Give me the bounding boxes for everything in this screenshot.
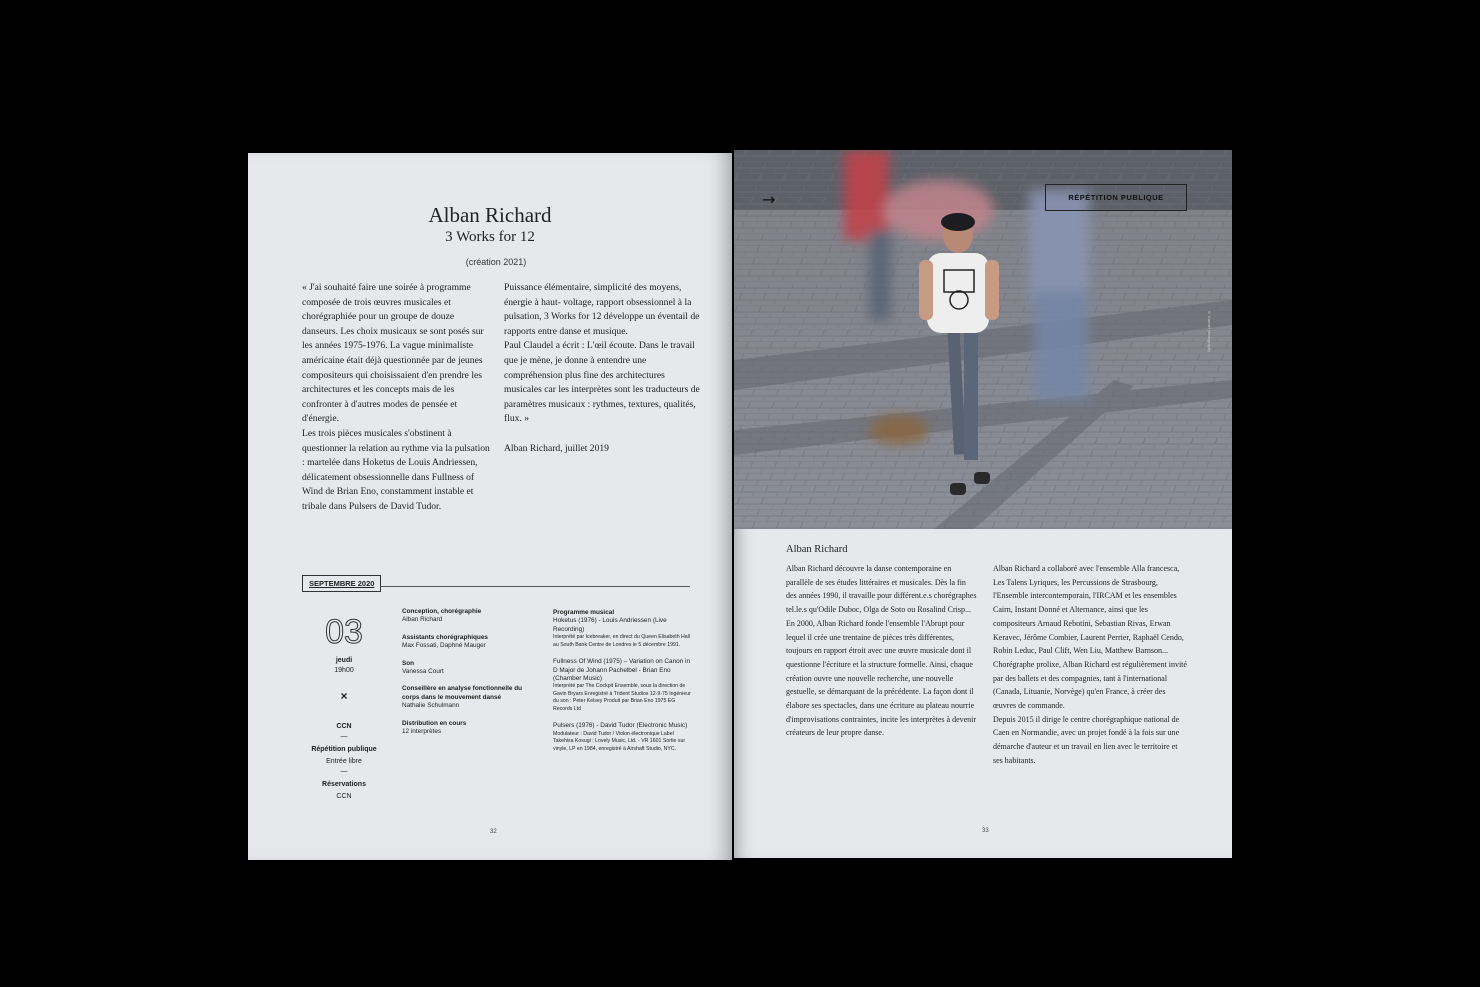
paragraph: Alban Richard a collaboré avec l'ensemble Alla francesca, Les Talens Lyriques, les Percussions de Strasbourg, l'Ensemble intercontemporain, l'IRCAM et les ensembles Cairn, Instant Donné et Alternance, ainsi que les compositeurs Arnaud Rebotini, Sebastian Rivas, Erwan Keravec, Jérôme Combier, Laurent Perrier, Raphaël Cendo, Robin Leduc, Paul Clift, Wen Liu, Matthew Barnson... — [993, 564, 1184, 656]
program-detail: Interprété par Icebreaker, en direct du Queen Elisabeth Hall au South Bank Centre de Londres le 5 décembre 1991. — [553, 634, 690, 648]
program-title: Hoketus (1976) - Louis Andriessen (Live Recording) — [553, 617, 667, 633]
portrait-photo — [734, 150, 1232, 529]
separator: — — [340, 733, 348, 740]
divider — [380, 586, 690, 587]
paragraph: En 2000, Alban Richard fonde l'ensemble l'Abrupt pour lequel il crée une trentaine de pièces très différentes, toujours en rapport étroit avec une œuvre musicale dont il questionne l'écriture et la structure formelle. Ainsi, chaque création ouvre une nouvelle recherche, une nouvelle gestuelle, se démarquant de la précédente. La façon dont il élabore ses spectacles, dans une écriture au plateau nourrie d'improvisations contraintes, incite les interprètes à devenir créateurs de leur propre danse. — [786, 618, 977, 738]
signature: Alban Richard, juillet 2019 — [504, 442, 609, 454]
credit-value: Alban Richard — [402, 616, 443, 624]
music-program — [553, 609, 695, 762]
bio-title: Alban Richard — [786, 544, 848, 555]
credit-item — [402, 685, 534, 710]
rehearsal-badge: RÉPÉTITION PUBLIQUE — [1045, 184, 1187, 211]
credit-item — [402, 608, 534, 625]
page-number: 33 — [982, 828, 989, 834]
day-number: 03 — [325, 613, 363, 651]
intro-column-1 — [302, 281, 492, 515]
day-name: jeudi — [335, 657, 353, 664]
month-label: SEPTEMBRE 2020 — [302, 575, 381, 592]
credit-value: Nathalie Schulmann — [402, 702, 460, 710]
reservation-label: Réservations — [322, 781, 366, 788]
page-subtitle: 3 Works for 12 — [445, 229, 535, 245]
program-detail: Interprété par The Cockpit Ensemble, sous la direction de Gavin Bryars Enregistré à Trident Studios 12-9-75 Ingénieur du son : Peter Kelsey Produit par Brian Eno 1975 EG Records Ltd — [553, 683, 691, 712]
program-item — [553, 617, 695, 649]
credit-value: Vanessa Court — [402, 668, 444, 676]
paragraph: Chorégraphe prolixe, Alban Richard est régulièrement invité par des ballets et des compagnies, tant à l'international (Canada, Lituanie, Norvège) qu'en France, à créer des œuvres de commande. — [993, 659, 1187, 711]
entry-info: Entrée libre — [326, 758, 362, 765]
left-page — [248, 153, 732, 860]
credit-item — [402, 660, 534, 677]
arrow-right-icon: → — [762, 190, 776, 209]
bio-column-1 — [786, 562, 978, 740]
credit-item — [402, 720, 534, 737]
reservation-value: CCN — [336, 793, 352, 800]
venue: CCN — [336, 723, 352, 730]
page-number: 32 — [490, 829, 497, 835]
credit-label: Conception, chorégraphie — [402, 608, 482, 615]
page-title: Alban Richard — [428, 203, 552, 227]
paragraph: Paul Claudel a écrit : L'œil écoute. Dans le travail que je mène, je donne à entendre une compréhension plus fine des architectures musicales car les interprètes sont les traducteurs de paramètres musicaux : rythmes, textures, qualités, flux. » — [504, 340, 700, 425]
paragraph: Depuis 2015 il dirige le centre chorégraphique national de Caen en Normandie, avec un projet fondé à la fois sur une démarche d'auteur et un travail en lien avec le territoire et ses habitants. — [993, 714, 1180, 765]
credit-label: Son — [402, 659, 415, 667]
program-title: Pulsers (1976) - David Tudor (Electronic Music) — [553, 722, 688, 730]
cross-icon: × — [340, 689, 348, 703]
program-detail: Modulateur : David Tudor / Violon électronique Label Takehisa Kosugi : Lovely Music, Ltd. - VR 1601 Sortie sur vinyle, LP en 1984, enregistré à Airshaft Studio, NYC. — [553, 730, 686, 752]
right-page — [734, 150, 1232, 858]
program-item — [553, 658, 695, 713]
credit-label: Distribution en cours — [402, 719, 467, 727]
bio-column-2 — [993, 562, 1187, 768]
paragraph: « J'ai souhaité faire une soirée à programme composée de trois œuvres musicales et chorégraphiée pour un groupe de douze danseurs. Les choix musicaux se sont posés sur les années 1975-1976. La vague minimaliste américaine était déjà questionnée par de jeunes compositeurs qui choisissaient d'en prendre les architectures et les concepts mais de les confronter à d'autres modes de pensée et d'énergie. — [302, 282, 484, 425]
separator: — — [340, 768, 348, 775]
event-type: Répétition publique — [311, 746, 377, 753]
credits-list — [402, 608, 534, 745]
paragraph: Puissance élémentaire, simplicité des moyens, énergie à haut- voltage, rapport obsessionnel à la pulsation, 3 Works for 12 développe un éventail de rapports entre danse et musique. — [504, 282, 700, 337]
credit-value: 12 interprètes — [402, 728, 442, 736]
creation-year: (création 2021) — [465, 257, 527, 267]
credit-value: Max Fossati, Daphné Mauger — [402, 642, 486, 650]
credit-label: Assistants chorégraphiques — [402, 633, 488, 641]
program-item — [553, 722, 695, 753]
program-title: Fullness Of Wind (1975) – Variation on Canon in D Major de Johann Pachelbel - Brian Eno (Chamber Music) — [553, 658, 690, 683]
program-label: Programme musical — [553, 609, 615, 616]
photo-credit: © Karmel photography — [1207, 310, 1212, 353]
paragraph: Alban Richard découvre la danse contemporaine en parallèle de ses études littéraires et musicales. Dès la fin des années 1990, il travaille pour différent.e.s chorégraphes tel.le.s qu'Odile Duboc, Olga de Soto ou Rosalind Crisp... — [786, 564, 977, 615]
credit-label: Conseillère en analyse fonctionnelle du corps dans le mouvement dansé — [402, 685, 523, 701]
credit-item — [402, 634, 534, 651]
intro-column-2 — [504, 281, 700, 456]
paragraph: Les trois pièces musicales s'obstinent à questionner la relation au rythme via la pulsation : martelée dans Hoketus de Louis Andriessen, délicatement obsessionnelle dans Fullness of Wind de Brian Eno, constamment instable et tribale dans Pulsers de David Tudor. — [302, 427, 490, 512]
event-time: 19h00 — [334, 667, 354, 674]
